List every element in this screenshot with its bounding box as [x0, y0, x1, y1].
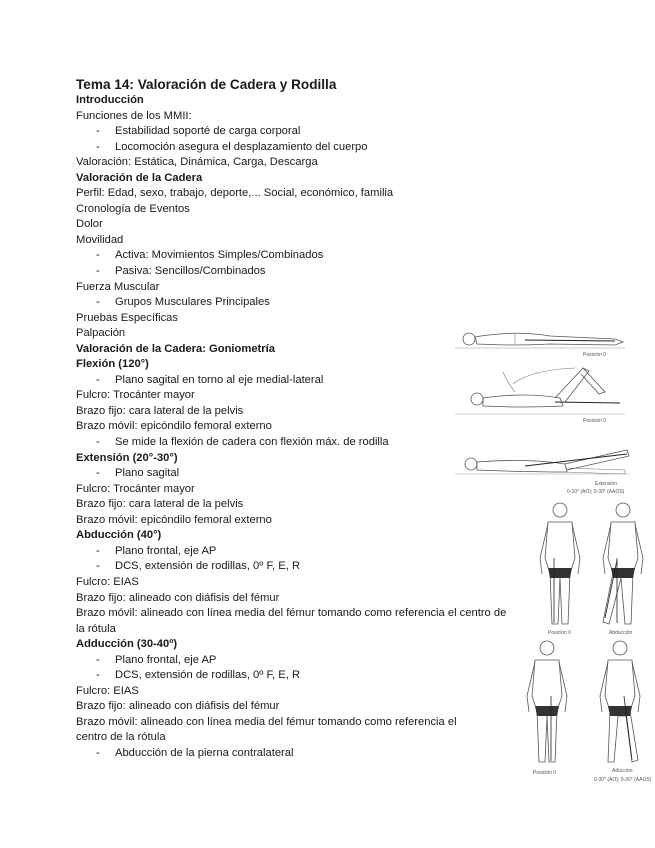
- section-heading-intro: Introducción: [76, 94, 144, 106]
- bullet-item: - Abducción de la pierna contralateral: [96, 746, 294, 759]
- bullet-item: - Estabilidad soporté de carga corporal: [96, 125, 301, 138]
- text-brazo-movil: Brazo móvil: alineado con línea media del fémur tomando como referencia el centro de la rótula: [76, 715, 457, 744]
- figure-caption: Abducción: [609, 630, 633, 636]
- figure-flexion-movement: [455, 362, 630, 427]
- text-movilidad: Movilidad: [76, 233, 124, 246]
- figure-flexion-position-0: [455, 320, 630, 360]
- bullet-item: - Se mide la flexión de cadera con flexión máx. de rodilla: [96, 436, 389, 449]
- subheading-extension: Extensión (20°-30°): [76, 451, 178, 464]
- bullet-item: - Plano frontal, eje AP: [96, 544, 217, 557]
- text-brazo-movil: Brazo móvil: epicóndilo femoral externo: [76, 513, 272, 526]
- text-fulcro: Fulcro: Trocánter mayor: [76, 389, 195, 402]
- figure-caption: Aducción: [612, 768, 633, 774]
- text-brazo-fijo: Brazo fijo: cara lateral de la pelvis: [76, 404, 244, 417]
- bullet-item: - Plano sagital en torno al eje medial-lateral: [96, 373, 324, 386]
- text-cronologia: Cronología de Eventos: [76, 202, 190, 215]
- bullet-item: - Locomoción asegura el desplazamiento del cuerpo: [96, 140, 368, 153]
- figure-caption: 0-30° (AO); 0-30° (AAOS): [594, 777, 652, 783]
- text-brazo-fijo: Brazo fijo: alineado con diáfisis del fémur: [76, 700, 280, 713]
- text-brazo-fijo: Brazo fijo: cara lateral de la pelvis: [76, 498, 244, 511]
- figure-abduction-position-0: [530, 498, 590, 638]
- figure-caption: Posición 0: [548, 630, 572, 636]
- figure-abduction: [595, 498, 655, 638]
- text-funciones: Funciones de los MMII:: [76, 109, 192, 122]
- figure-extension: [455, 440, 635, 498]
- figure-caption: 0-10° (AO); 0-30° (AAOS): [567, 489, 625, 495]
- bullet-item: - DCS, extensión de rodillas, 0º F, E, R: [96, 669, 301, 682]
- doc-title: Tema 14: Valoración de Cadera y Rodilla: [76, 77, 337, 92]
- bullet-item: - DCS, extensión de rodillas, 0º F, E, R: [96, 560, 301, 573]
- subheading-aduccion: Adducción (30-40º): [76, 638, 178, 651]
- subheading-flexion: Flexión (120°): [76, 358, 149, 371]
- text-brazo-movil: Brazo móvil: epicóndilo femoral externo: [76, 420, 272, 433]
- figure-adduction-position-0: [515, 636, 580, 778]
- text-fulcro: Fulcro: EIAS: [76, 684, 139, 697]
- text-fulcro: Fulcro: EIAS: [76, 575, 139, 588]
- section-heading-cadera: Valoración de la Cadera: [76, 171, 203, 184]
- text-pruebas: Pruebas Específicas: [76, 311, 178, 324]
- text-brazo-fijo: Brazo fijo: alineado con diáfisis del fémur: [76, 591, 280, 604]
- text-brazo-movil: Brazo móvil: alineado con línea media del fémur tomando como referencia el centro de la rótula: [76, 607, 507, 635]
- bullet-item: - Activa: Movimientos Simples/Combinados: [96, 249, 324, 262]
- bullet-item: - Plano frontal, eje AP: [96, 653, 217, 666]
- text-valoracion: Valoración: Estática, Dinámica, Carga, Descarga: [76, 156, 318, 169]
- figure-caption: Posición 0: [583, 418, 607, 424]
- text-perfil: Perfil: Edad, sexo, trabajo, deporte,... Social, económico, familia: [76, 187, 394, 200]
- bullet-item: - Grupos Musculares Principales: [96, 296, 270, 309]
- figure-caption: Extensión: [595, 481, 617, 487]
- bullet-item: - Pasiva: Sencillos/Combinados: [96, 265, 266, 278]
- bullet-item: - Plano sagital: [96, 467, 180, 480]
- figure-adduction: [588, 636, 655, 788]
- subheading-abduccion: Abducción (40°): [76, 529, 162, 542]
- text-fuerza: Fuerza Muscular: [76, 280, 160, 293]
- section-heading-goniometria: Valoración de la Cadera: Goniometría: [76, 342, 275, 355]
- text-palpacion: Palpación: [76, 327, 126, 340]
- text-fulcro: Fulcro: Trocánter mayor: [76, 482, 195, 495]
- figure-caption: Posición 0: [583, 352, 607, 358]
- text-dolor: Dolor: [76, 218, 103, 231]
- figure-caption: Posición 0: [533, 770, 557, 776]
